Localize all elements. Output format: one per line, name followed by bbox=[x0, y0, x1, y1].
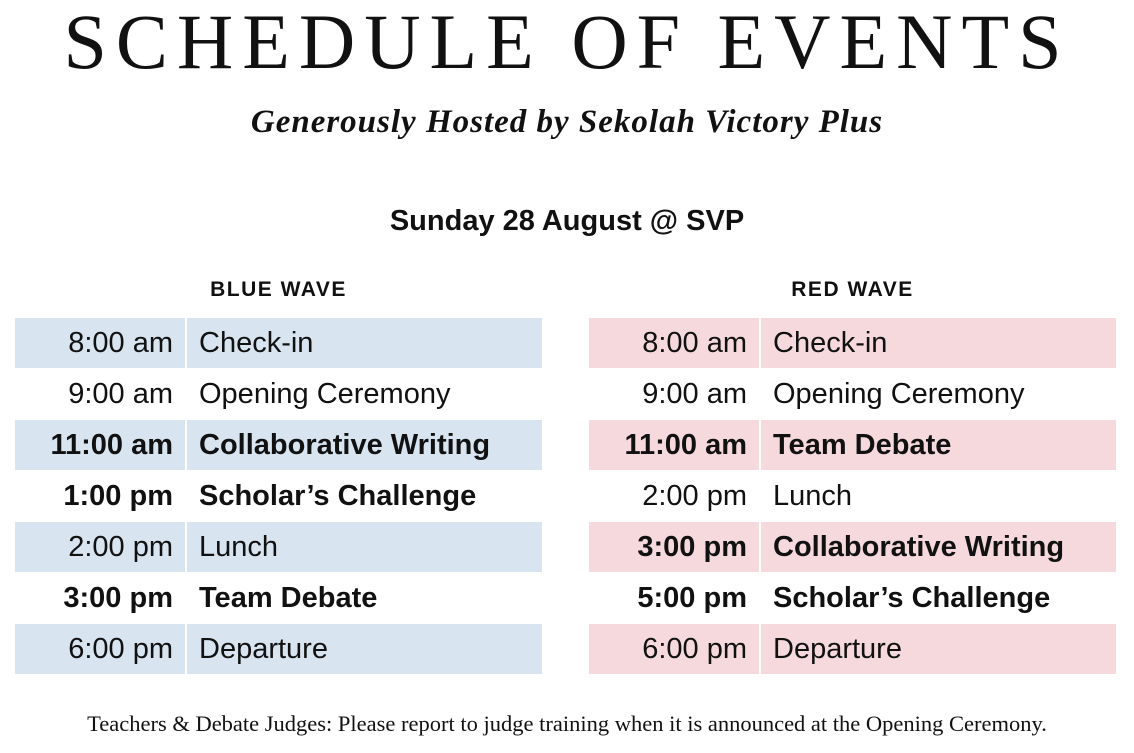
event-date: Sunday 28 August @ SVP bbox=[389, 205, 745, 237]
schedule-event: Opening Ceremony bbox=[199, 378, 451, 410]
red-wave-rows bbox=[589, 318, 1116, 674]
blue-wave-schedule bbox=[15, 276, 542, 675]
schedule-time: 8:00 am bbox=[642, 326, 747, 359]
schedule-time: 9:00 am bbox=[642, 378, 747, 410]
schedule-time: 9:00 am bbox=[68, 378, 173, 410]
schedule-row bbox=[15, 369, 542, 420]
schedule-time: 2:00 pm bbox=[642, 480, 747, 512]
page-title: SCHEDULE OF EVENTS bbox=[63, 0, 1071, 85]
footer-label: Teachers & Debate Judges: bbox=[87, 711, 333, 736]
schedule-event: Lunch bbox=[773, 480, 853, 512]
schedule-time: 8:00 am bbox=[68, 326, 173, 359]
red-wave-schedule bbox=[589, 276, 1116, 675]
schedule-time: 3:00 pm bbox=[637, 530, 747, 563]
schedule-row bbox=[589, 471, 1116, 522]
schedule-row bbox=[589, 318, 1116, 368]
schedule-row bbox=[589, 522, 1116, 572]
schedule-row bbox=[15, 573, 542, 624]
schedule-row bbox=[15, 318, 542, 368]
schedule-time: 1:00 pm bbox=[63, 480, 173, 512]
schedule-event: Check-in bbox=[199, 326, 314, 359]
schedule-event: Scholar’s Challenge bbox=[773, 582, 1051, 614]
schedule-row bbox=[15, 522, 542, 572]
schedule-event: Team Debate bbox=[199, 582, 378, 614]
schedule-row bbox=[15, 471, 542, 522]
schedule-time: 2:00 pm bbox=[68, 530, 173, 563]
blue-wave-header: BLUE WAVE bbox=[210, 278, 347, 301]
schedule-row bbox=[15, 624, 542, 674]
footer-note bbox=[0, 708, 1134, 740]
schedule-row bbox=[589, 369, 1116, 420]
schedule-event: Opening Ceremony bbox=[773, 378, 1025, 410]
schedule-event: Collaborative Writing bbox=[199, 428, 491, 461]
page-subtitle: Generously Hosted by Sekolah Victory Plus bbox=[250, 104, 884, 140]
schedule-event: Departure bbox=[773, 632, 902, 665]
schedule-time: 3:00 pm bbox=[63, 582, 173, 614]
schedule-event: Collaborative Writing bbox=[773, 530, 1065, 563]
footer-text: Please report to judge training when it is announced at the Opening Ceremony. bbox=[332, 711, 1047, 736]
schedule-time: 5:00 pm bbox=[637, 582, 747, 614]
red-wave-header: RED WAVE bbox=[791, 278, 914, 301]
schedule-time: 6:00 pm bbox=[642, 632, 747, 665]
schedule-event: Scholar’s Challenge bbox=[199, 480, 477, 512]
schedule-time: 6:00 pm bbox=[68, 632, 173, 665]
schedule-event: Check-in bbox=[773, 326, 888, 359]
blue-wave-rows bbox=[15, 318, 542, 674]
schedule-time: 11:00 am bbox=[624, 428, 747, 461]
schedule-event: Team Debate bbox=[773, 428, 952, 461]
schedule-event: Lunch bbox=[199, 530, 279, 563]
schedule-row bbox=[15, 420, 542, 470]
schedule-time: 11:00 am bbox=[50, 428, 173, 461]
schedule-row bbox=[589, 624, 1116, 674]
schedule-row bbox=[589, 573, 1116, 624]
schedule-row bbox=[589, 420, 1116, 470]
schedule-event: Departure bbox=[199, 632, 328, 665]
